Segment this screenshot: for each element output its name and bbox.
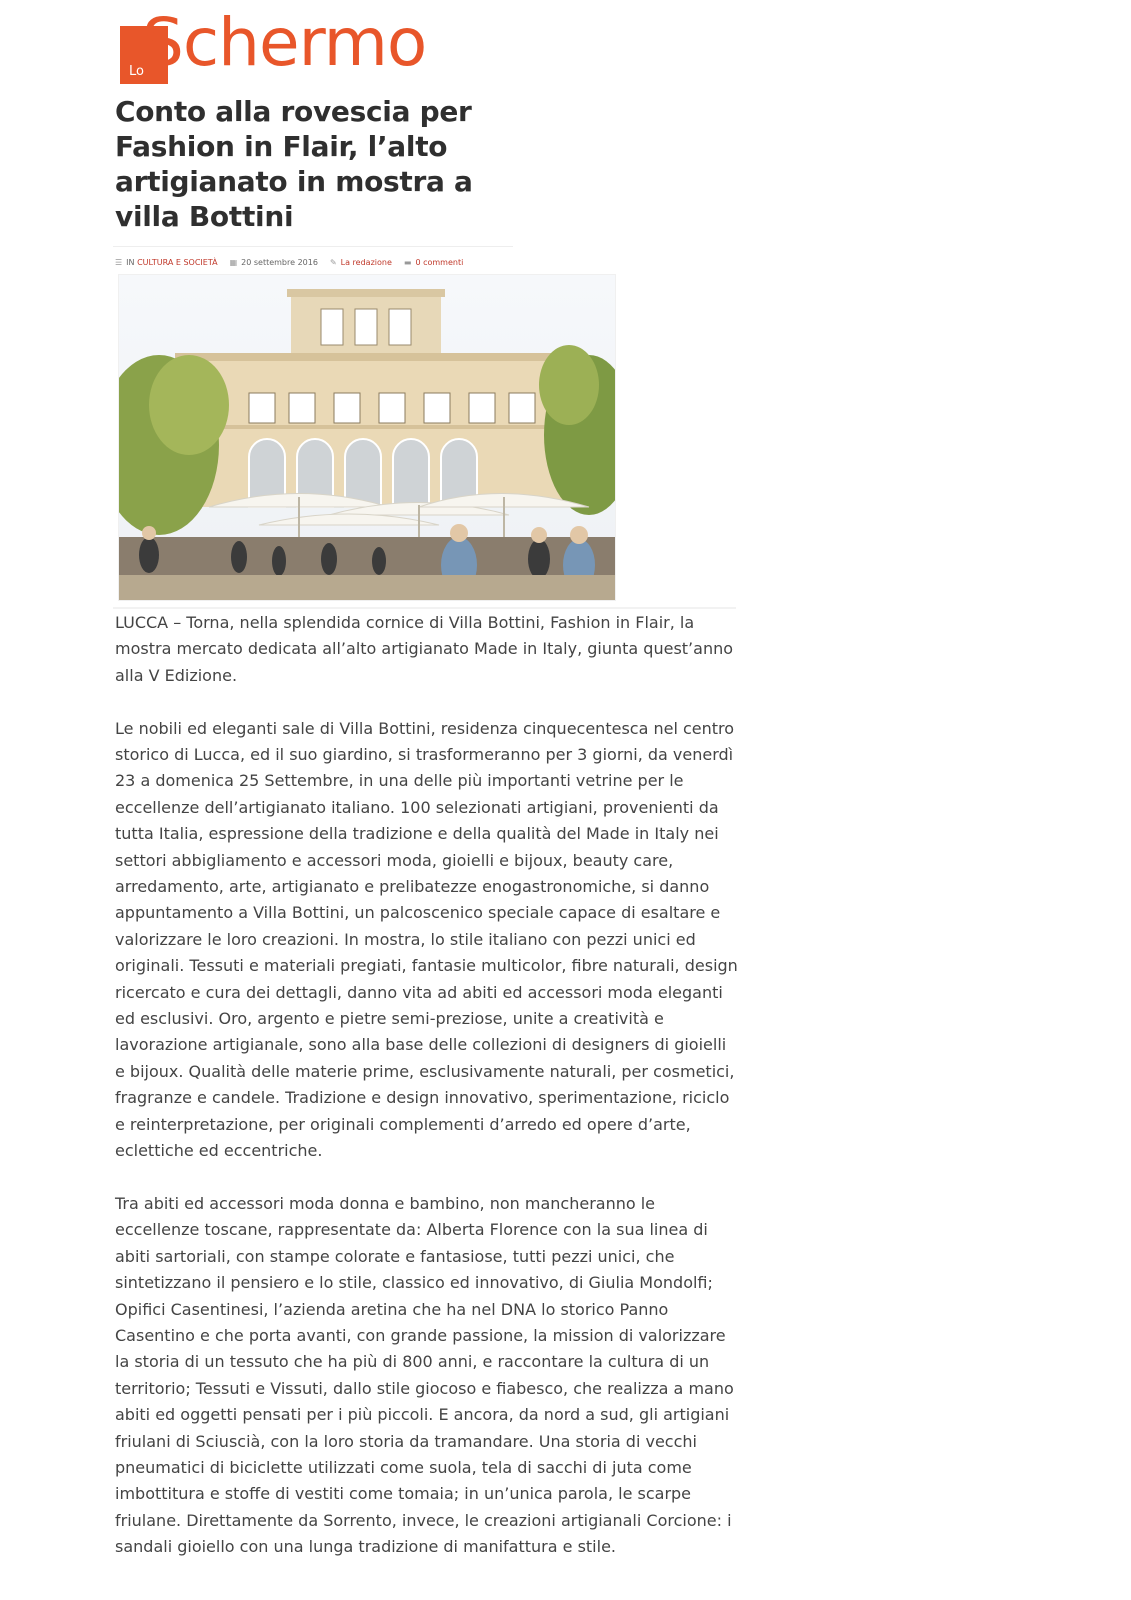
calendar-icon: ▦: [229, 257, 238, 267]
date-group: [230, 258, 318, 267]
folder-icon: ☰: [115, 257, 123, 267]
article-paragraph: Tra abiti ed accessori moda donna e bambino, non mancheranno le eccellenze toscane, rappresentate da: Alberta Florence con la sua linea di abiti sartoriali, con stampe colorate e fantasiose, tutti pezzi unici, che sintetizzano il pensiero e lo stile, classico ed innovativo, di Giulia Mondolfi; Opifici Casentinesi, l’azienda aretina che ha nel DNA lo storico Panno Casentino e che porta avanti, con grande passione, la mission di valorizzare la storia di un tessuto che ha più di 800 anni, e raccontare la cultura di un territorio; Tessuti e Vissuti, dallo stile giocoso e fiabesco, che realizza a mano abiti ed oggetti pensati per i più piccoli. E ancora, da nord a sud, gli artigiani friulani di Sciuscià, con la loro storia da tramandare. Una storia di vecchi pneumatici di biciclette utilizzati come suola, tela di sacchi di juta come imbottitura e stoffe di vestiti come tomaia; in un’unica parola, le scarpe friulane. Direttamente da Sorrento, invece, le creazioni artigianali Corcione: i sandali gioiello con una lunga tradizione di manifattura e stile.: [115, 1193, 734, 1557]
image-divider: [113, 607, 736, 609]
meta-divider: [113, 246, 513, 247]
category-group: [115, 258, 218, 267]
article-meta: [115, 255, 475, 269]
article-body: [115, 610, 740, 1587]
article-paragraph: LUCCA – Torna, nella splendida cornice di Villa Bottini, Fashion in Flair, la mostra mercato dedicata all’alto artigianato Made in Italy, giunta quest’anno alla V Edizione.: [115, 613, 734, 685]
logo-small-text: Lo: [129, 64, 144, 79]
logo-wordmark: Schermo: [142, 4, 427, 81]
pencil-icon: ✎: [329, 257, 337, 267]
comment-icon: ▬: [403, 257, 412, 267]
comments-group: [404, 258, 463, 267]
comments-link[interactable]: 0 commenti: [415, 257, 464, 267]
site-logo[interactable]: [120, 4, 430, 88]
author-group: [330, 258, 392, 267]
featured-image: [118, 274, 616, 601]
author-link[interactable]: La redazione: [340, 257, 392, 267]
publish-date: 20 settembre 2016: [241, 257, 318, 267]
article-paragraph: Le nobili ed eleganti sale di Villa Bottini, residenza cinquecentesca nel centro storico di Lucca, ed il suo giardino, si trasformeranno per 3 giorni, da venerdì 23 a domenica 25 Settembre, in una delle più importanti vetrine per le eccellenze dell’artigianato italiano. 100 selezionati artigiani, provenienti da tutta Italia, espressione della tradizione e della qualità del Made in Italy nei settori abbigliamento e accessori moda, gioielli e bijoux, beauty care, arredamento, arte, artigianato e prelibatezze enogastronomiche, si danno appuntamento a Villa Bottini, un palcoscenico speciale capace di esaltare e valorizzare le loro creazioni. In mostra, lo stile italiano con pezzi unici ed originali. Tessuti e materiali pregiati, fantasie multicolor, fibre naturali, design ricercato e cura dei dettagli, danno vita ad abiti ed accessori moda eleganti ed esclusivi. Oro, argento e pietre semi-preziose, unite a creatività e lavorazione artigianale, sono alla base delle collezioni di designers di gioielli e bijoux. Qualità delle materie prime, esclusivamente naturali, per cosmetici, fragranze e candele. Tradizione e design innovativo, sperimentazione, riciclo e reinterpretazione, per originali complementi d’arredo ed opere d’arte, eclettiche ed eccentriche.: [115, 718, 738, 1161]
category-prefix: IN: [126, 257, 135, 267]
category-link[interactable]: CULTURA E SOCIETÀ: [137, 257, 218, 267]
article-title: Conto alla rovescia per Fashion in Flair, l’alto artigianato in mostra a villa Bottini: [115, 95, 473, 233]
